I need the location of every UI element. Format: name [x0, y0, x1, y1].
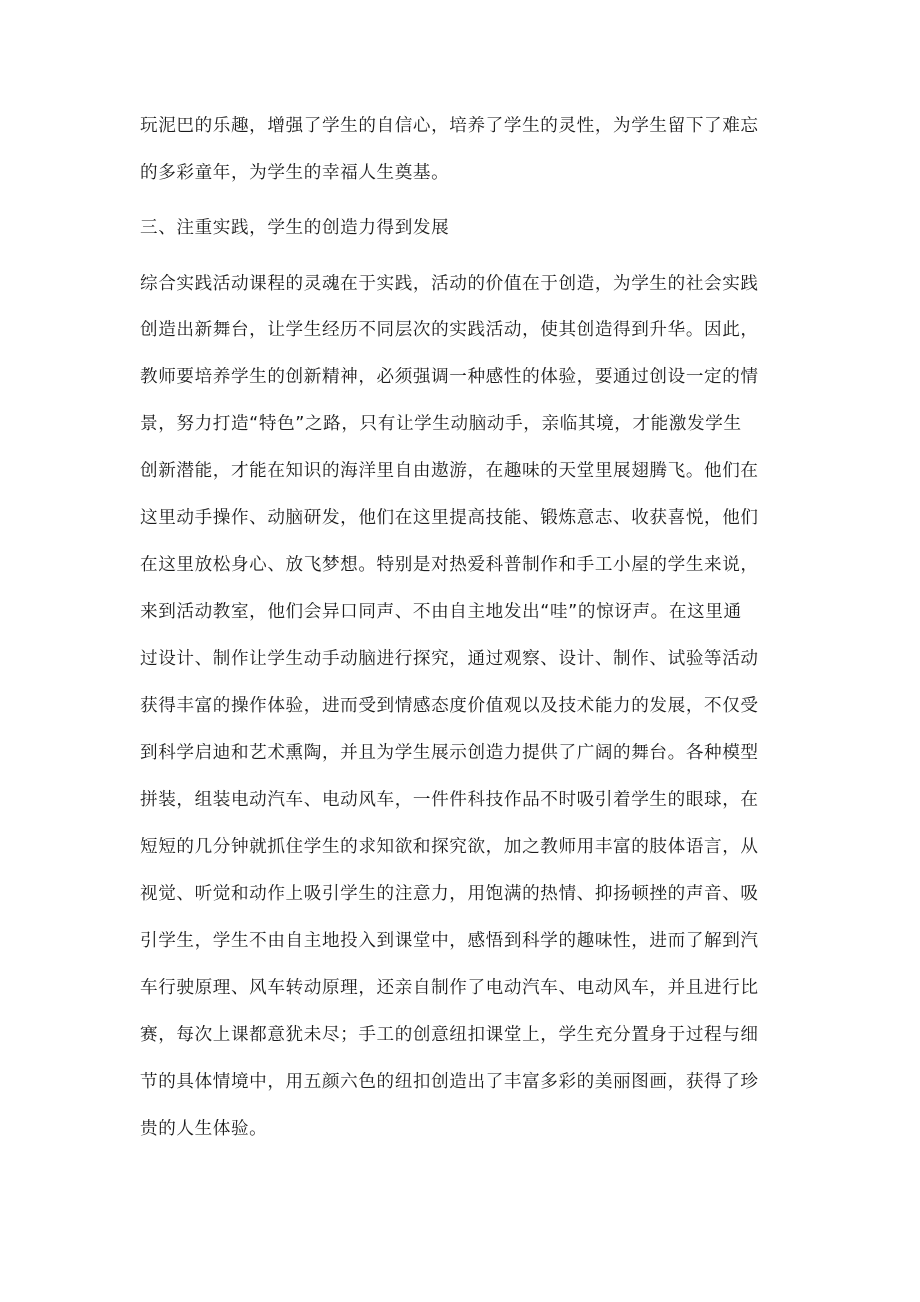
- body-line-17: 赛，每次上课都意犹未尽；手工的创意纽扣课堂上，学生充分置身于过程与细: [140, 1025, 759, 1045]
- body-line-19: 贵的人生体验。: [140, 1119, 268, 1139]
- body-line-2: 创造出新舞台，让学生经历不同层次的实践活动，使其创造得到升华。因此，: [140, 320, 759, 340]
- body-line-14: 视觉、听觉和动作上吸引学生的注意力，用饱满的热情、抑扬顿挫的声音、吸: [140, 884, 759, 904]
- intro-line-2: 的多彩童年，为学生的幸福人生奠基。: [140, 163, 450, 183]
- intro-line-1: 玩泥巴的乐趣，增强了学生的自信心，培养了学生的灵性，为学生留下了难忘: [140, 116, 759, 136]
- body-line-1: 综合实践活动课程的灵魂在于实践，活动的价值在于创造，为学生的社会实践: [140, 274, 759, 294]
- body-line-7: 在这里放松身心、放飞梦想。特别是对热爱科普制作和手工小屋的学生来说，: [140, 555, 759, 575]
- body-line-10: 获得丰富的操作体验，进而受到情感态度价值观以及技术能力的发展，不仅受: [140, 696, 759, 716]
- body-line-3: 教师要培养学生的创新精神，必须强调一种感性的体验，要通过创设一定的情: [140, 367, 759, 387]
- body-line-12: 拼装，组装电动汽车、电动风车，一件件科技作品不时吸引着学生的眼球，在: [140, 790, 759, 810]
- section-heading: 三、注重实践，学生的创造力得到发展: [140, 218, 450, 238]
- body-line-11: 到科学启迪和艺术熏陶，并且为学生展示创造力提供了广阔的舞台。各种模型: [140, 743, 759, 763]
- body-line-5: 创新潜能，才能在知识的海洋里自由遨游，在趣味的天堂里展翅腾飞。他们在: [140, 461, 759, 481]
- body-line-18: 节的具体情境中，用五颜六色的纽扣创造出了丰富多彩的美丽图画，获得了珍: [140, 1072, 759, 1092]
- body-line-6: 这里动手操作、动脑研发，他们在这里提高技能、锻炼意志、收获喜悦，他们: [140, 508, 759, 528]
- body-line-9: 过设计、制作让学生动手动脑进行探究，通过观察、设计、制作、试验等活动: [140, 649, 759, 669]
- body-line-16: 车行驶原理、风车转动原理，还亲自制作了电动汽车、电动风车，并且进行比: [140, 978, 759, 998]
- body-line-8: 来到活动教室，他们会异口同声、不由自主地发出“哇”的惊讶声。在这里通: [140, 602, 742, 622]
- body-line-4: 景，努力打造“特色”之路，只有让学生动脑动手，亲临其境，才能激发学生: [140, 414, 742, 434]
- body-line-13: 短短的几分钟就抓住学生的求知欲和探究欲，加之教师用丰富的肢体语言，从: [140, 837, 759, 857]
- body-line-15: 引学生，学生不由自主地投入到课堂中，感悟到科学的趣味性，进而了解到汽: [140, 931, 759, 951]
